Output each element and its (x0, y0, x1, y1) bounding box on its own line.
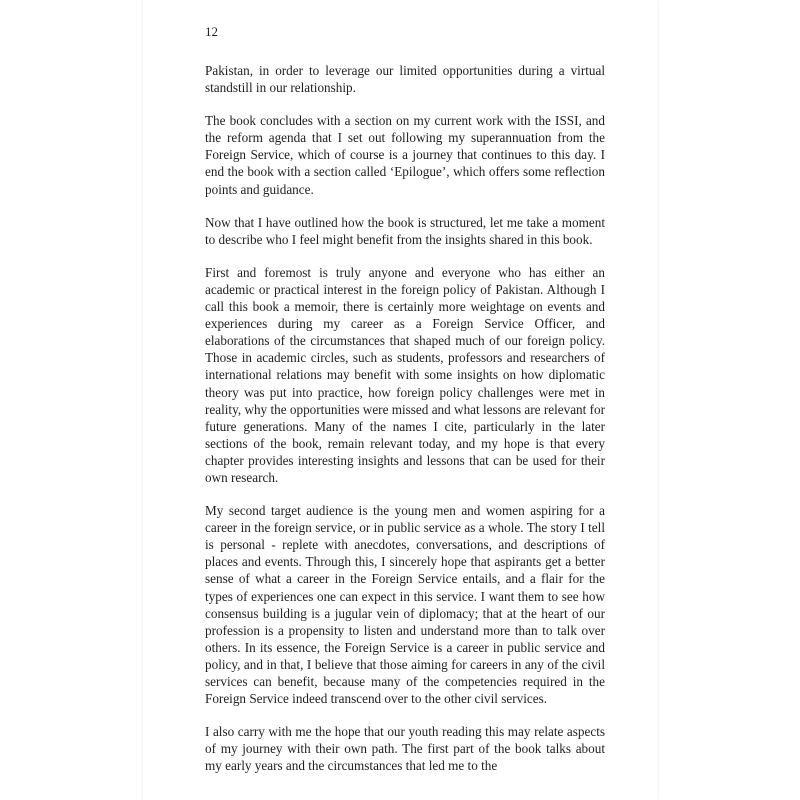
paragraph-3: Now that I have outlined how the book is structured, let me take a moment to describe who I feel might benefit from the insights shared in this book. (205, 214, 605, 247)
page-number: 12 (205, 24, 218, 39)
paragraph-1: Pakistan, in order to leverage our limited opportunities during a virtual standstill in our relationship. (205, 63, 605, 96)
page-body (205, 62, 605, 790)
paragraph-5: My second target audience is the young men and women aspiring for a career in the foreign service, or in public service as a whole. The story I tell is personal - replete with anecdotes, conversations, and descriptions of places and events. Through this, I sincerely hope that aspirants get a better sense of what a career in the Foreign Service entails, and a flair for the types of experiences one can expect in this service. I want them to see how consensus building is a jugular vein of diplomacy; that at the heart of our profession is a propensity to listen and understand more than to talk over others. In its essence, the Foreign Service is a career in public service and policy, and in that, I believe that those aiming for careers in any of the civil services can benefit, because many of the competencies required in the Foreign Service indeed transcend over to the other civil services. (205, 503, 605, 707)
paragraph-2: The book concludes with a section on my current work with the ISSI, and the reform agenda that I set out following my superannuation from the Foreign Service, which of course is a journey that continues to this day. I end the book with a section called ‘Epilogue’, which offers some reflection points and guidance. (205, 113, 605, 197)
paragraph-6: I also carry with me the hope that our youth reading this may relate aspects of my journey with their own path. The first part of the book talks about my early years and the circumstances that led me to the (205, 724, 605, 774)
paragraph-4: First and foremost is truly anyone and everyone who has either an academic or practical interest in the foreign policy of Pakistan. Although I call this book a memoir, there is certainly more weightage on events and experiences during my career as a Foreign Service Officer, and elaborations of the circumstances that shaped much of our foreign policy. Those in academic circles, such as students, professors and researchers of international relations may benefit with some insights on how diplomatic theory was put into practice, how foreign policy challenges were met in reality, why the opportunities were missed and what lessons are relevant for future generations. Many of the names I cite, particularly in the later sections of the book, remain relevant today, and my hope is that every chapter provides interesting insights and lessons that can be used for their own research. (205, 264, 605, 485)
